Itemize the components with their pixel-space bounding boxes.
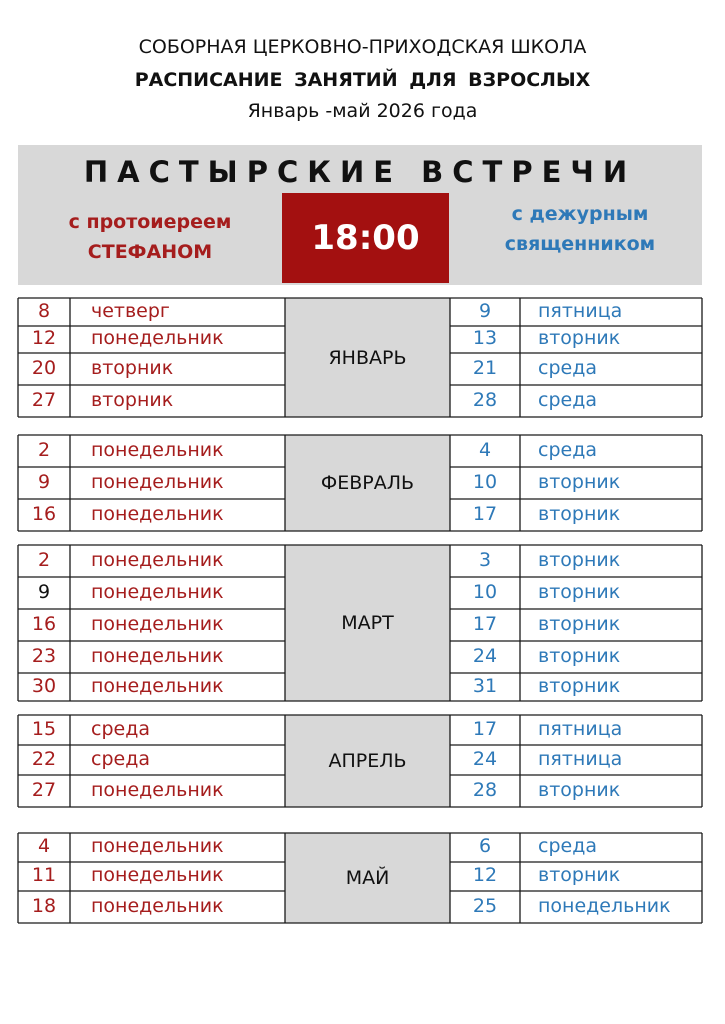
right-day: 25 [472,894,498,917]
month-block [18,833,702,923]
right-weekday: вторник [538,612,621,635]
right-weekday: вторник [538,674,621,697]
right-day: 21 [472,356,498,379]
right-weekday: вторник [538,778,621,801]
banner-right-line1: с дежурным [511,203,649,225]
left-day: 16 [31,612,57,635]
month-name: ФЕВРАЛЬ [320,472,415,494]
right-weekday: среда [538,388,597,411]
left-day: 11 [31,864,57,886]
right-weekday: пятница [538,299,623,322]
left-day: 27 [31,778,57,801]
left-weekday: понедельник [91,470,224,493]
right-weekday: вторник [538,548,621,571]
left-weekday: понедельник [91,580,224,603]
right-weekday: пятница [538,717,623,740]
left-day: 15 [31,717,57,740]
right-day: 9 [478,299,492,322]
right-day: 24 [472,747,498,770]
right-day: 13 [472,327,498,349]
school-name: СОБОРНАЯ ЦЕРКОВНО-ПРИХОДСКАЯ ШКОЛА [138,36,587,58]
left-weekday: понедельник [91,612,224,635]
left-day: 2 [37,548,51,571]
left-day: 20 [31,356,57,379]
left-weekday: понедельник [91,644,224,667]
right-day: 10 [472,470,498,493]
right-weekday: вторник [538,327,621,349]
left-weekday: вторник [91,356,174,379]
left-day: 9 [37,580,51,603]
right-day: 28 [472,778,498,801]
left-weekday: четверг [91,299,170,322]
right-weekday: пятница [538,747,623,770]
right-day: 17 [472,717,498,740]
left-weekday: понедельник [91,894,224,917]
right-day: 3 [478,548,492,571]
right-weekday: среда [538,835,597,857]
right-day: 6 [478,835,492,857]
left-weekday: среда [91,717,150,740]
left-day: 2 [37,438,51,461]
right-day: 28 [472,388,498,411]
left-day: 16 [31,502,57,525]
right-day: 4 [478,438,492,461]
banner-time: 18:00 [282,193,449,283]
month-block [18,545,702,701]
right-day: 24 [472,644,498,667]
left-weekday: понедельник [91,864,224,886]
right-day: 10 [472,580,498,603]
left-day: 22 [31,747,57,770]
left-day: 4 [37,835,51,857]
left-weekday: понедельник [91,548,224,571]
banner [18,145,702,285]
month-block [18,435,702,531]
right-weekday: понедельник [538,894,671,917]
month-name: ЯНВАРЬ [328,346,407,369]
banner-left-host [50,207,250,267]
left-day: 23 [31,644,57,667]
left-day: 30 [31,674,57,697]
left-day: 27 [31,388,57,411]
month-name: МАЙ [345,867,390,889]
right-day: 17 [472,612,498,635]
left-weekday: среда [91,747,150,770]
left-day: 9 [37,470,51,493]
right-weekday: вторник [538,580,621,603]
left-weekday: понедельник [91,438,224,461]
left-weekday: понедельник [91,502,224,525]
right-weekday: вторник [538,470,621,493]
schedule-title: РАСПИСАНИЕ ЗАНЯТИЙ ДЛЯ ВЗРОСЛЫХ [134,69,591,91]
month-block [18,715,702,807]
right-weekday: среда [538,356,597,379]
left-weekday: вторник [91,388,174,411]
left-day: 8 [37,299,51,322]
banner-title: ПАСТЫРСКИЕ ВСТРЕЧИ [83,155,637,189]
right-weekday: среда [538,438,597,461]
right-weekday: вторник [538,502,621,525]
left-day: 18 [31,894,57,917]
month-block [18,298,702,417]
left-day: 12 [31,327,57,349]
month-name: АПРЕЛЬ [328,750,407,772]
month-name: МАРТ [341,612,394,634]
right-day: 31 [472,674,498,697]
right-weekday: вторник [538,644,621,667]
banner-right-host [480,199,680,259]
right-day: 17 [472,502,498,525]
right-weekday: вторник [538,864,621,886]
left-weekday: понедельник [91,778,224,801]
left-weekday: понедельник [91,674,224,697]
left-weekday: понедельник [91,835,224,857]
banner-left-line2: СТЕФАНОМ [87,241,213,263]
schedule-period: Январь -май 2026 года [247,100,478,122]
banner-left-line1: с протоиереем [68,211,232,233]
left-weekday: понедельник [91,327,224,349]
banner-right-line2: священником [504,233,656,255]
right-day: 12 [472,864,498,886]
